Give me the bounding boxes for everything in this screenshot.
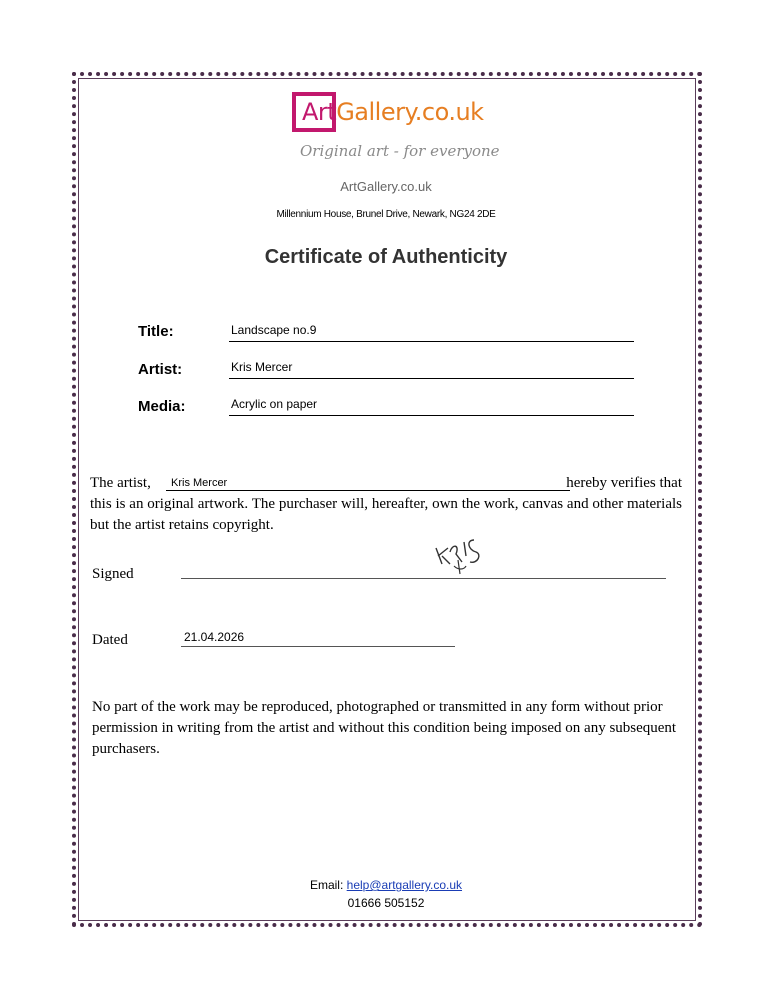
title-value: Landscape no.9 bbox=[231, 323, 317, 337]
media-field[interactable] bbox=[229, 399, 634, 416]
contact-block bbox=[0, 876, 772, 912]
verify-artist-name: Kris Mercer bbox=[171, 477, 228, 489]
artist-label: Artist: bbox=[138, 361, 183, 378]
address: Millennium House, Brunel Drive, Newark, NG24 2DE bbox=[276, 209, 496, 220]
media-label: Media: bbox=[138, 398, 186, 415]
verification-paragraph bbox=[90, 473, 682, 536]
title-label: Title: bbox=[138, 323, 174, 340]
verify-body: this is an original artwork. The purchaser will, hereafter, own the work, canvas and other materials but the artist retains copyright. bbox=[90, 496, 682, 533]
email-label: Email: bbox=[309, 878, 344, 892]
site-name: ArtGallery.co.uk bbox=[340, 179, 432, 194]
artgallery-logo bbox=[292, 90, 500, 164]
verify-artist-field[interactable] bbox=[166, 475, 570, 491]
media-value: Acrylic on paper bbox=[231, 397, 318, 411]
signed-label: Signed bbox=[92, 566, 134, 582]
dated-label: Dated bbox=[92, 632, 128, 648]
email-link[interactable]: help@artgallery.co.uk bbox=[346, 878, 463, 892]
handwritten-signature bbox=[430, 530, 494, 578]
date-value: 21.04.2026 bbox=[184, 630, 245, 644]
logo-name-gallery: Gallery.co.uk bbox=[336, 98, 484, 126]
logo-wordmark bbox=[302, 98, 484, 126]
title-field[interactable] bbox=[229, 325, 634, 342]
artist-value: Kris Mercer bbox=[231, 360, 293, 374]
logo-tagline: Original art - for everyone bbox=[300, 142, 500, 160]
copyright-notice: No part of the work may be reproduced, photographed or transmitted in any form without prior permission in writing from the artist and without this condition being imposed on any subsequent purchasers. bbox=[92, 699, 677, 757]
signature-line[interactable] bbox=[181, 578, 666, 579]
verify-prefix: The artist, bbox=[90, 475, 151, 491]
artist-field[interactable] bbox=[229, 362, 634, 379]
logo-name-art: Art bbox=[302, 98, 337, 126]
date-field[interactable] bbox=[181, 631, 455, 647]
certificate-title: Certificate of Authenticity bbox=[264, 246, 508, 268]
verify-suffix: hereby verifies that bbox=[566, 475, 682, 491]
phone-number: 01666 505152 bbox=[347, 896, 425, 910]
